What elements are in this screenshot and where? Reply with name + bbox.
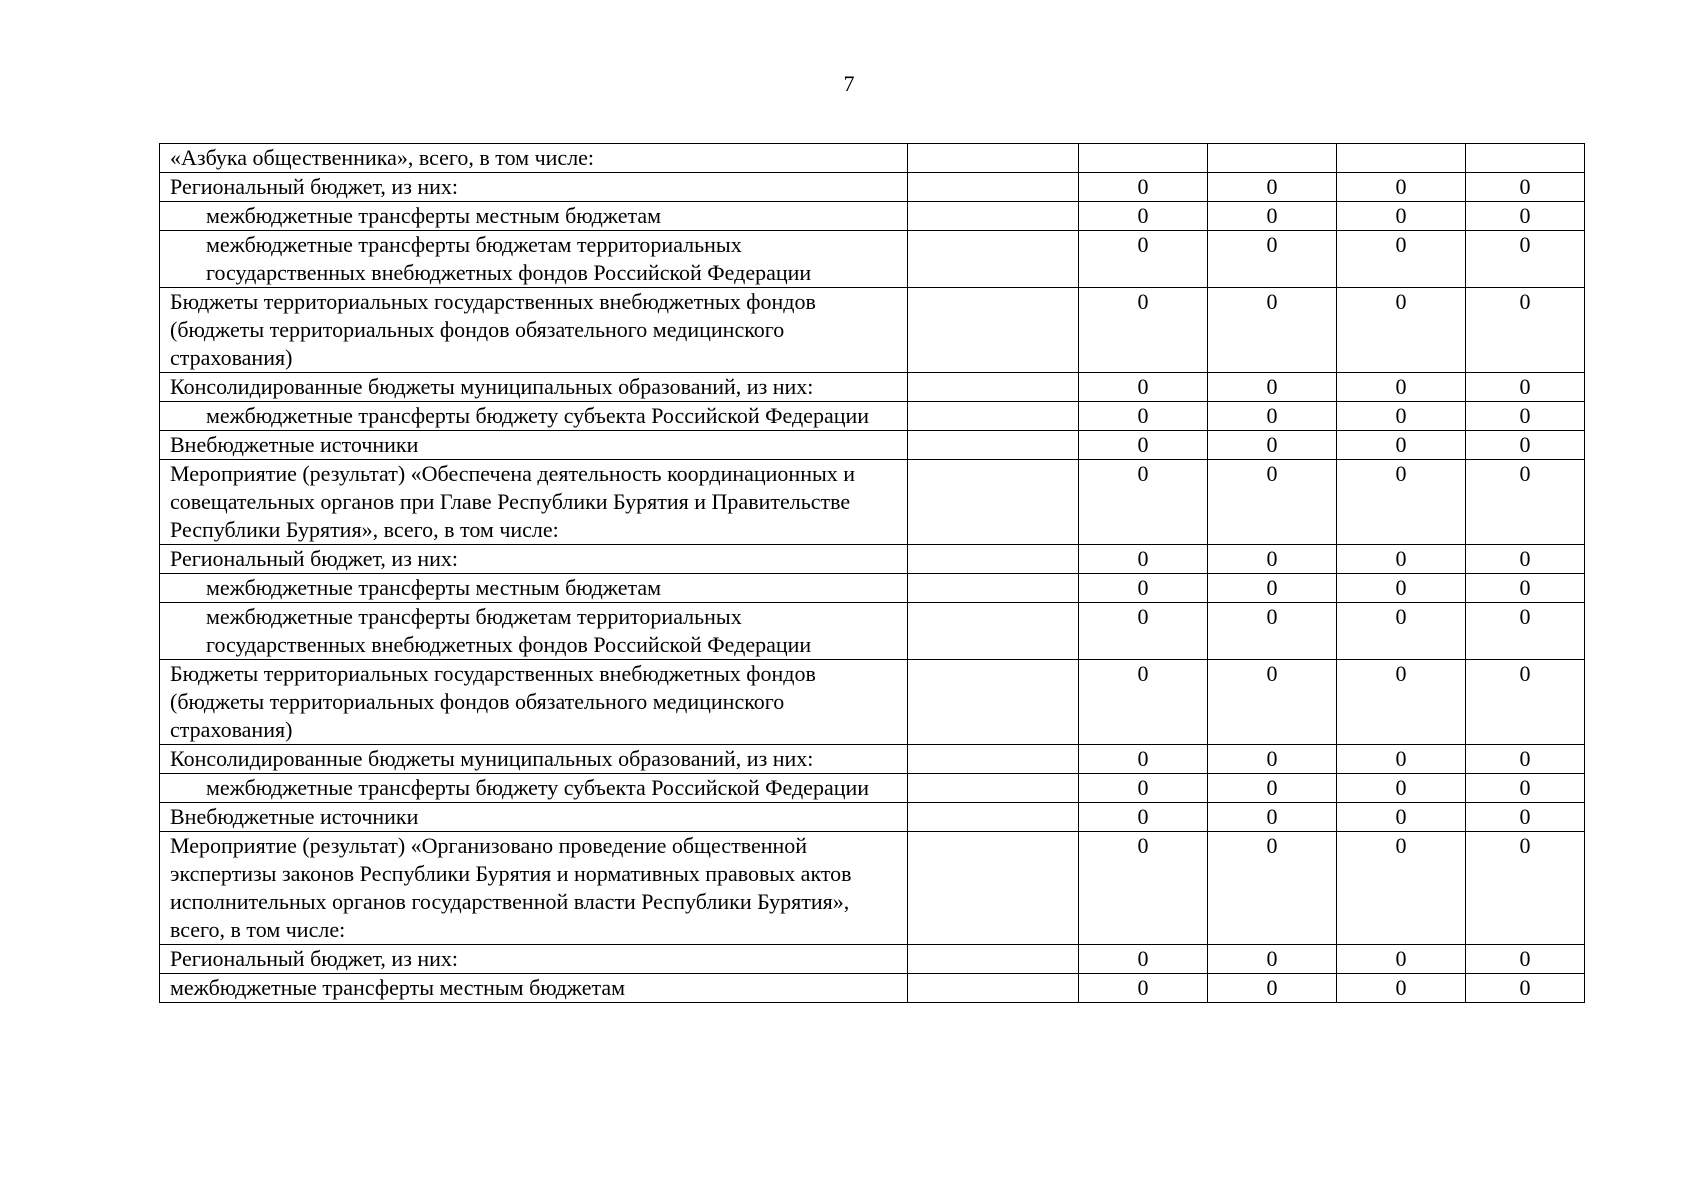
value-cell-1: 0	[1079, 431, 1208, 460]
table-row	[160, 803, 1585, 832]
value-cell-3: 0	[1337, 173, 1466, 202]
value-cell-3: 0	[1337, 603, 1466, 660]
table-row	[160, 373, 1585, 402]
empty-cell	[908, 603, 1079, 660]
table-row	[160, 402, 1585, 431]
value-cell-1: 0	[1079, 373, 1208, 402]
table-row	[160, 431, 1585, 460]
value-cell-4: 0	[1466, 402, 1585, 431]
value-cell-4	[1466, 144, 1585, 173]
value-cell-2: 0	[1208, 173, 1337, 202]
value-cell-4: 0	[1466, 660, 1585, 745]
value-cell-2: 0	[1208, 945, 1337, 974]
value-cell-3: 0	[1337, 460, 1466, 545]
row-label: межбюджетные трансферты местным бюджетам	[160, 202, 908, 231]
row-label: Консолидированные бюджеты муниципальных образований, из них:	[160, 745, 908, 774]
value-cell-2: 0	[1208, 460, 1337, 545]
row-label: «Азбука общественника», всего, в том числе:	[160, 144, 908, 173]
row-label: Региональный бюджет, из них:	[160, 945, 908, 974]
value-cell-3: 0	[1337, 202, 1466, 231]
empty-cell	[908, 288, 1079, 373]
table-row	[160, 173, 1585, 202]
value-cell-4: 0	[1466, 231, 1585, 288]
value-cell-1: 0	[1079, 832, 1208, 945]
budget-table	[159, 143, 1585, 1003]
row-label: межбюджетные трансферты бюджетам территориальных государственных внебюджетных фондов Российской Федерации	[160, 603, 908, 660]
row-label: Региональный бюджет, из них:	[160, 545, 908, 574]
value-cell-4: 0	[1466, 202, 1585, 231]
row-label: межбюджетные трансферты бюджетам территориальных государственных внебюджетных фондов Российской Федерации	[160, 231, 908, 288]
value-cell-1: 0	[1079, 202, 1208, 231]
value-cell-1: 0	[1079, 460, 1208, 545]
value-cell-4: 0	[1466, 832, 1585, 945]
value-cell-4: 0	[1466, 574, 1585, 603]
value-cell-1: 0	[1079, 803, 1208, 832]
value-cell-2: 0	[1208, 231, 1337, 288]
empty-cell	[908, 974, 1079, 1003]
empty-cell	[908, 460, 1079, 545]
value-cell-4: 0	[1466, 774, 1585, 803]
row-label: межбюджетные трансферты бюджету субъекта Российской Федерации	[160, 774, 908, 803]
value-cell-2: 0	[1208, 974, 1337, 1003]
value-cell-4: 0	[1466, 603, 1585, 660]
row-label: межбюджетные трансферты бюджету субъекта Российской Федерации	[160, 402, 908, 431]
value-cell-2: 0	[1208, 774, 1337, 803]
value-cell-3: 0	[1337, 974, 1466, 1003]
value-cell-2: 0	[1208, 431, 1337, 460]
value-cell-1: 0	[1079, 173, 1208, 202]
value-cell-1: 0	[1079, 745, 1208, 774]
empty-cell	[908, 745, 1079, 774]
empty-cell	[908, 173, 1079, 202]
empty-cell	[908, 231, 1079, 288]
value-cell-1	[1079, 144, 1208, 173]
value-cell-1: 0	[1079, 974, 1208, 1003]
value-cell-3: 0	[1337, 745, 1466, 774]
table-row	[160, 832, 1585, 945]
value-cell-1: 0	[1079, 288, 1208, 373]
value-cell-3: 0	[1337, 660, 1466, 745]
value-cell-4: 0	[1466, 431, 1585, 460]
row-label: Внебюджетные источники	[160, 431, 908, 460]
value-cell-1: 0	[1079, 545, 1208, 574]
page-number: 7	[843, 71, 855, 96]
value-cell-1: 0	[1079, 660, 1208, 745]
value-cell-3: 0	[1337, 373, 1466, 402]
empty-cell	[908, 803, 1079, 832]
value-cell-3: 0	[1337, 545, 1466, 574]
value-cell-2: 0	[1208, 603, 1337, 660]
table-row	[160, 660, 1585, 745]
empty-cell	[908, 373, 1079, 402]
table-row	[160, 545, 1585, 574]
value-cell-2: 0	[1208, 803, 1337, 832]
row-label: Бюджеты территориальных государственных внебюджетных фондов (бюджеты территориальных фондов обязательного медицинского страхования)	[160, 660, 908, 745]
table-row	[160, 945, 1585, 974]
row-label: Региональный бюджет, из них:	[160, 173, 908, 202]
table-row	[160, 231, 1585, 288]
empty-cell	[908, 660, 1079, 745]
value-cell-4: 0	[1466, 745, 1585, 774]
value-cell-2	[1208, 144, 1337, 173]
value-cell-3	[1337, 144, 1466, 173]
empty-cell	[908, 945, 1079, 974]
value-cell-4: 0	[1466, 974, 1585, 1003]
row-label: Мероприятие (результат) «Организовано проведение общественной экспертизы законов Республики Бурятия и нормативных правовых актов исполнительных органов государственной власти Республики Бурятия», всего, в том числе:	[160, 832, 908, 945]
table-row	[160, 202, 1585, 231]
table-row	[160, 745, 1585, 774]
value-cell-2: 0	[1208, 402, 1337, 431]
value-cell-2: 0	[1208, 574, 1337, 603]
empty-cell	[908, 144, 1079, 173]
value-cell-2: 0	[1208, 545, 1337, 574]
table-row	[160, 603, 1585, 660]
value-cell-3: 0	[1337, 288, 1466, 373]
value-cell-2: 0	[1208, 288, 1337, 373]
value-cell-1: 0	[1079, 945, 1208, 974]
value-cell-2: 0	[1208, 202, 1337, 231]
value-cell-3: 0	[1337, 231, 1466, 288]
value-cell-2: 0	[1208, 745, 1337, 774]
value-cell-4: 0	[1466, 288, 1585, 373]
row-label: Мероприятие (результат) «Обеспечена деятельность координационных и совещательных органов при Главе Республики Бурятия и Правительстве Республики Бурятия», всего, в том числе:	[160, 460, 908, 545]
value-cell-2: 0	[1208, 373, 1337, 402]
value-cell-4: 0	[1466, 173, 1585, 202]
value-cell-3: 0	[1337, 431, 1466, 460]
value-cell-3: 0	[1337, 774, 1466, 803]
value-cell-3: 0	[1337, 945, 1466, 974]
value-cell-3: 0	[1337, 574, 1466, 603]
row-label: межбюджетные трансферты местным бюджетам	[160, 974, 908, 1003]
value-cell-3: 0	[1337, 832, 1466, 945]
empty-cell	[908, 431, 1079, 460]
value-cell-1: 0	[1079, 402, 1208, 431]
table-row	[160, 460, 1585, 545]
row-label: Консолидированные бюджеты муниципальных образований, из них:	[160, 373, 908, 402]
row-label: Бюджеты территориальных государственных внебюджетных фондов (бюджеты территориальных фондов обязательного медицинского страхования)	[160, 288, 908, 373]
empty-cell	[908, 574, 1079, 603]
value-cell-4: 0	[1466, 373, 1585, 402]
table-row	[160, 288, 1585, 373]
value-cell-4: 0	[1466, 803, 1585, 832]
value-cell-1: 0	[1079, 574, 1208, 603]
value-cell-4: 0	[1466, 545, 1585, 574]
empty-cell	[908, 202, 1079, 231]
table-row	[160, 144, 1585, 173]
empty-cell	[908, 402, 1079, 431]
table-row	[160, 774, 1585, 803]
budget-table-body	[160, 144, 1585, 1003]
empty-cell	[908, 832, 1079, 945]
value-cell-4: 0	[1466, 460, 1585, 545]
value-cell-3: 0	[1337, 402, 1466, 431]
value-cell-1: 0	[1079, 231, 1208, 288]
value-cell-1: 0	[1079, 774, 1208, 803]
table-row	[160, 574, 1585, 603]
table-row	[160, 974, 1585, 1003]
value-cell-2: 0	[1208, 660, 1337, 745]
row-label: межбюджетные трансферты местным бюджетам	[160, 574, 908, 603]
value-cell-2: 0	[1208, 832, 1337, 945]
empty-cell	[908, 774, 1079, 803]
value-cell-1: 0	[1079, 603, 1208, 660]
row-label: Внебюджетные источники	[160, 803, 908, 832]
empty-cell	[908, 545, 1079, 574]
value-cell-4: 0	[1466, 945, 1585, 974]
value-cell-3: 0	[1337, 803, 1466, 832]
